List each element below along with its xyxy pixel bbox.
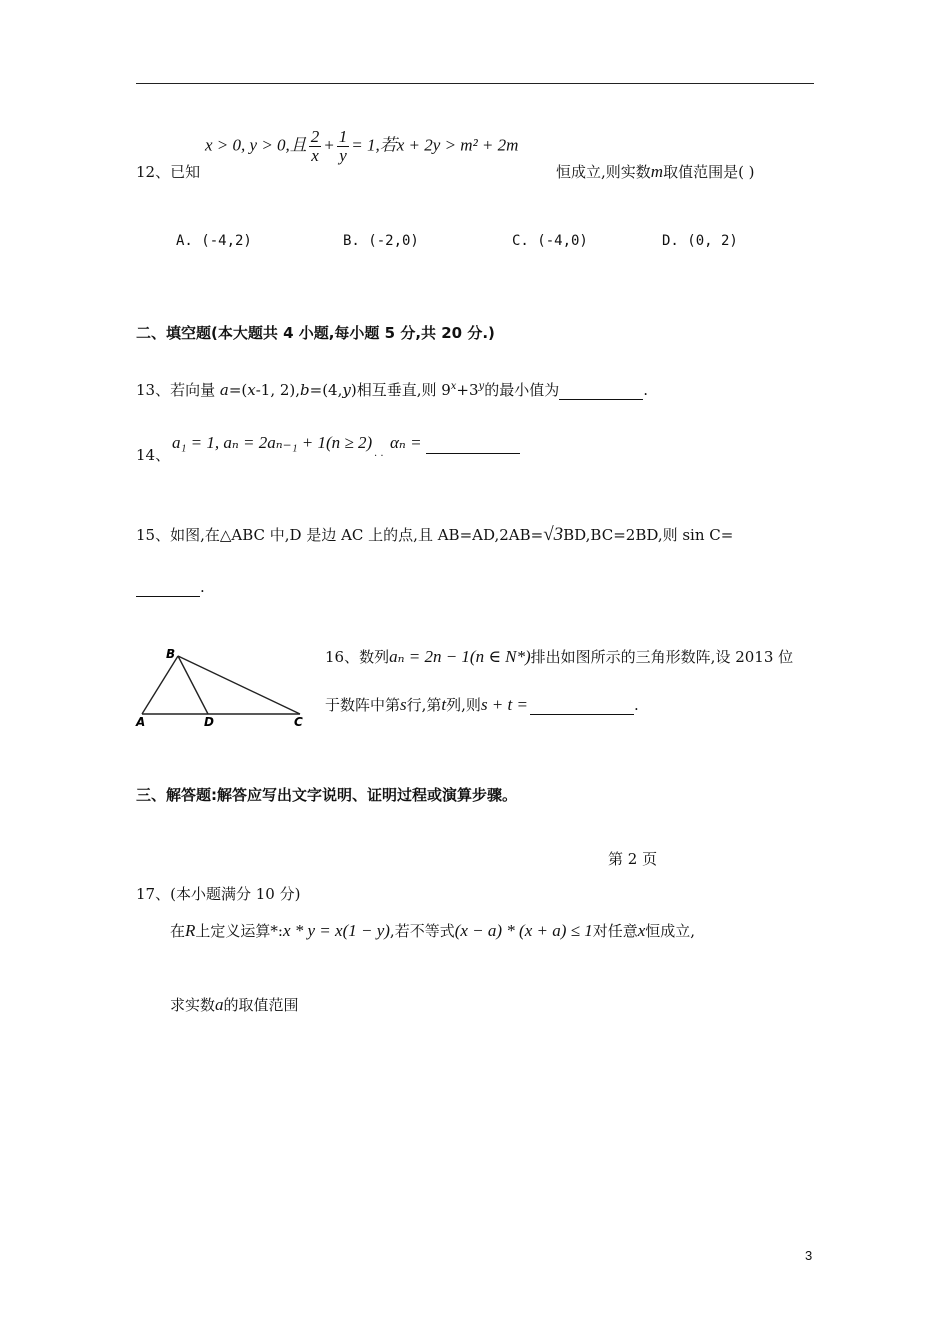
q13-text-4: =(4, [309, 381, 343, 399]
exp-x: x [450, 381, 457, 392]
var-x: x [247, 381, 256, 399]
q16-period: . [633, 696, 639, 714]
q13-text-6: +3 [456, 381, 479, 399]
option-d: D. (0, 2) [662, 233, 738, 249]
q17-text-1: 在 [170, 922, 186, 940]
q12-fraction-1 [309, 128, 322, 165]
option-c: C. (-4,0) [512, 233, 588, 249]
var-t: t [441, 695, 447, 714]
q13-line [136, 379, 648, 400]
sqrt-3: √3 [543, 524, 564, 545]
q15-line [136, 524, 733, 546]
exp-y: y [478, 381, 485, 392]
q12-suffix [556, 161, 755, 182]
var-a: a [215, 995, 224, 1014]
section-2-title: 二、填空题(本大题共 4 小题,每小题 5 分,共 20 分.) [136, 324, 495, 342]
header-rule [136, 83, 814, 84]
side-ab [142, 656, 178, 714]
q13-text-3: -1, 2), [255, 381, 301, 399]
q17-text-6: 求实数 [170, 996, 216, 1014]
q15-text-1: 15、如图,在△ABC 中,D 是边 AC 上的点,且 AB=AD,2AB= [136, 526, 544, 544]
q13-text-7: 的最小值为 [484, 381, 560, 399]
frac2-denominator: y [339, 145, 347, 165]
q17-text-5: 恒成立, [645, 922, 696, 940]
q14-math: a₁ = 1, aₙ = 2aₙ₋₁ + 1(n ≥ 2) [172, 433, 373, 452]
q12-label: 12、已知 [136, 163, 201, 181]
q16-text-5: 列,则 [446, 696, 481, 714]
q12-condition-text: x > 0, y > 0,且 [205, 135, 307, 155]
q16-sequence-formula: aₙ = 2n − 1(n ∈ N*) [389, 647, 531, 666]
label-c: C [294, 715, 303, 729]
q13-text-5: )相互垂直,则 9 [350, 381, 451, 399]
q15-text-2: BD,BC=2BD,则 sin C= [563, 526, 734, 544]
plus-sign: + [323, 135, 335, 155]
q12-fraction-2 [337, 128, 350, 165]
q13-text-2: =( [228, 381, 248, 399]
var-m: m [650, 162, 664, 181]
q17-inequality: (x − a) * (x + a) ≤ 1 [454, 921, 593, 940]
q13-text-1: 13、若向量 [136, 381, 220, 399]
q13-period: . [643, 381, 648, 399]
section-3-title: 三、解答题:解答应写出文字说明、证明过程或演算步骤。 [136, 786, 518, 804]
q17-text-2: 上定义运算*: [195, 922, 283, 940]
side-bc [178, 656, 300, 714]
vec-b: b [300, 381, 310, 399]
q14-label: 14、 [136, 446, 171, 464]
q12-suffix-text-2: 取值范围是( ) [663, 163, 755, 181]
q16-sum: s + t = [480, 695, 528, 714]
vec-a: a [219, 381, 229, 399]
q13-answer-blank [559, 381, 643, 400]
label-d: D [204, 715, 214, 729]
label-a: A [136, 715, 146, 729]
q16-answer-blank [530, 696, 634, 715]
q16-text-3: 于数阵中第 [325, 696, 401, 714]
option-a: A. (-4,2) [176, 233, 252, 249]
q16-text-2: 排出如图所示的三角形数阵,设 2013 位 [530, 648, 794, 666]
q16-line-1 [325, 646, 793, 667]
frac2-numerator: 1 [338, 127, 348, 146]
q15-answer-blank [136, 578, 200, 597]
frac1-numerator: 2 [310, 127, 320, 146]
q15-period: . [200, 578, 205, 596]
q17-operation-def: x * y = x(1 − y) [282, 921, 390, 940]
q14-math-2 [390, 433, 520, 454]
q17-header: 17、(本小题满分 10 分) [136, 885, 301, 903]
q17-text-4: 对任意 [592, 922, 638, 940]
q14-an: αₙ = [390, 433, 422, 452]
var-r: R [185, 921, 196, 940]
q12-condition-math [205, 128, 518, 165]
q16-text-4: 行,第 [406, 696, 442, 714]
q17-line-1 [170, 920, 695, 941]
page-number: 3 [805, 1248, 813, 1263]
q15-answer [136, 578, 205, 597]
triangle-figure [134, 644, 310, 730]
segment-bd [178, 656, 208, 714]
q12-inequality: = 1,若x + 2y > m² + 2m [351, 135, 519, 155]
q17-text-3: ,若不等式 [389, 922, 455, 940]
option-b: B. (-2,0) [343, 233, 419, 249]
label-b: B [166, 647, 176, 661]
q14-dots: . . [374, 448, 384, 459]
page-marker: 第 2 页 [608, 850, 658, 868]
q17-line-2 [170, 994, 299, 1015]
q16-text-1: 16、数列 [325, 648, 390, 666]
q16-line-2 [325, 694, 639, 715]
var-s: s [400, 695, 407, 714]
frac1-denominator: x [311, 145, 319, 165]
q14-answer-blank [426, 433, 520, 454]
var-y: y [342, 381, 351, 399]
q17-text-7: 的取值范围 [223, 996, 299, 1014]
var-x-17: x [637, 921, 646, 940]
q12-suffix-text: 恒成立,则实数 [556, 163, 651, 181]
